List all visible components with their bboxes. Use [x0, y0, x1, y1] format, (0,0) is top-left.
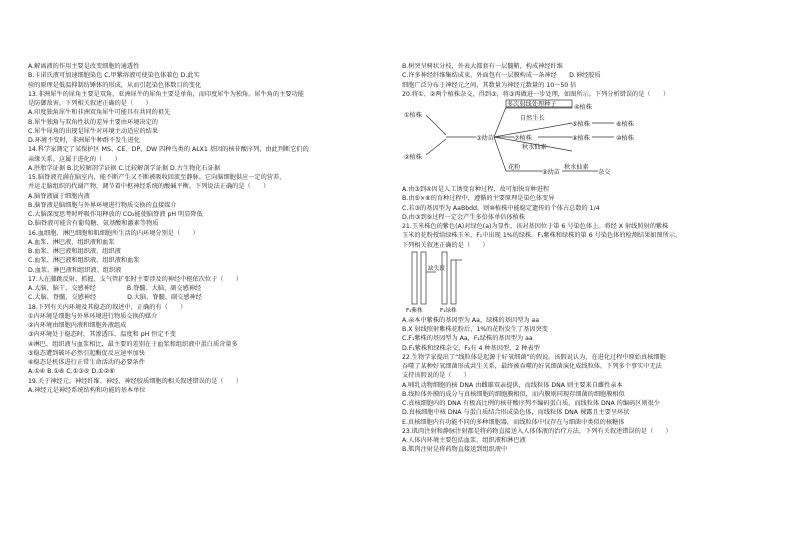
right-column	[402, 62, 774, 455]
text-line: A.胚胎学证据 B.比较解剖学证据 C.比较解剖学证据 D.古生物化石证据	[28, 164, 221, 172]
text-line: 玉米的花粉授给绿株玉米，F₁中出现 1%的绿株。F₁紫株和绿株的第 6 号染色体的检测结果如图所示。	[402, 232, 682, 240]
selfing2-step-label: 杂交	[598, 169, 611, 176]
text-line: 22.生物学家提出了“线粒体是起源于好氧细菌”的假说。该假说认为，在进化过程中原始真核细胞	[402, 353, 666, 361]
f1-purple-label: F₁紫株	[406, 307, 423, 314]
text-line: 13.非洲犀牛的犀角主要是双角，亚洲犀牛的犀角主要是单角，而印度犀牛为独角。犀牛角的主要功能	[28, 90, 304, 98]
text-line: C.F₁紫株的基因型为 Aa，F₁绿株的基因型为 aa	[402, 335, 533, 343]
left-question-block-19	[28, 377, 400, 396]
text-line: B.线粒体外膜的成分与真核细胞的细胞膜相似，而内膜则同现存细菌的细胞膜相似	[402, 390, 625, 398]
text-line: B.X 射线照射紫株花粉后，1%的花粉发生了基因突变	[402, 326, 548, 333]
text-line: D.血浆、淋巴液和组织液、组织液	[28, 266, 122, 274]
text-line: D.由③到⑨过程一定会产生多倍体单倍体植株	[402, 213, 526, 221]
text-line: A.①④ B.①⑥ C.①③⑤ D.①②⑥	[28, 368, 115, 376]
text-line: C.真核细胞内的 DNA 有极高比例的核苷酸序列不编码蛋白质，而线粒体 DNA 的编码区则很少	[402, 400, 660, 407]
text-line: B.犀牛独角与双角性状的差异主要由环境决定的	[28, 118, 158, 126]
text-line: ⑤稳态遭到破坏必然引起酶促反应速率加快	[28, 349, 145, 357]
text-line: C.大脑深度思考时呼吸作用释放的 CO₂能使脑脊液 pH 明显降低	[28, 211, 203, 218]
text-line: ②内环境由细胞内液和细胞外液组成	[28, 322, 127, 329]
selfing-step-label: 自然生长	[520, 115, 545, 122]
text-line: A.亲本中紫株的基因型为 Aa，绿株的基因型为 aa	[402, 316, 540, 324]
text-line: A.血浆、淋巴液、组织液和血浆	[28, 238, 115, 246]
text-line: 21.玉米株色的紫色(A)对绿色(a)为显性，该对基因位于第 6 号染色体上。将经 X 射线照射的紫株	[402, 223, 669, 230]
text-line: B.血浆、淋巴液和组织液、组织液	[28, 248, 121, 255]
plant4-label: ④植株	[574, 104, 592, 111]
text-line: A.脑脊液属于细胞内液	[28, 192, 90, 200]
right-question-block-20	[402, 62, 774, 99]
text-line: B.由⑤×⑥的育种过程中，遵循的主要原理是染色体变异	[402, 195, 555, 203]
chromosome-svg	[402, 250, 774, 316]
right-question-block-22-23	[402, 316, 774, 455]
text-line: 15.脑脊液充满在脑室内，能不断产生又不断被吸收回流至静脉。它向脑细胞供应一定的营养，	[28, 174, 286, 181]
text-line: ④淋巴、组织液与血浆相比，最主要的差别在于血浆和组织液中蛋白质含量多	[28, 340, 238, 348]
text-line: B.肌肉注射是将药物直接送到组织液中	[402, 446, 508, 454]
text-line: 细胞广泛分布于神经元之间，其数量为神经元数量的 10～50 倍	[402, 81, 577, 89]
text-line: 16.血细胞、淋巴细胞和肌细胞所生活的内环境分别是（ ）	[28, 229, 199, 237]
text-line: E.真核细胞内有功能不同的多种细胞器，而线粒体中仅存在与细菌中类似的核糖体	[402, 418, 625, 426]
text-line: A.解离液的作用主要是改变细胞的通透性	[28, 63, 140, 70]
text-line: A.人体内环境主要包括血浆、组织液和淋巴液	[402, 437, 526, 444]
text-line: 下列相关叙述正确的是（ ）	[402, 241, 489, 249]
text-line: D.环境不变时，非洲犀牛种群不发生进化	[28, 137, 140, 144]
text-line: A.由③到④因是人工诱变育种过程，故可加快育种进程	[402, 186, 550, 193]
plant6-label: ⑥植株	[616, 121, 634, 128]
text-line: A.哺乳动物细胞的核 DNA 由雌雄双亲提供，而线粒体 DNA 则主要来自雌性亲本	[402, 381, 623, 389]
plant10-label: ⑩植株	[616, 135, 634, 142]
plant3-label: ③幼苗	[476, 135, 494, 142]
plant1-label: ①植株	[404, 112, 422, 119]
missing-segment-label: 缺失段	[428, 265, 445, 272]
plant5-label: ⑤植株	[572, 121, 590, 128]
text-line: ⑥稳态是机体进行正常生命活动的必要条件	[28, 359, 145, 366]
text-line: 亲缘关系。这属于进化的（ ）	[28, 155, 121, 163]
plant7-label: ⑦植株	[514, 135, 532, 142]
text-line: D.真核细胞中核 DNA 与蛋白质结合形成染色体，而线粒体 DNA 裸露且主要呈环状	[402, 409, 630, 417]
text-line: C.犀牛犀角的出现是犀牛对环境主动适应的结果	[28, 127, 159, 135]
text-line: C.许多神经纤维集结成束，外面包有一层膜构成一条神经 D.神经胶质	[402, 72, 601, 80]
text-line: C.血浆、淋巴液和组织液、组织液和血浆	[28, 257, 140, 265]
text-line: 23.肌肉注射和静脉注射都是将药物直接送入人体体液的治疗方法，下列有关叙述错误的是（ ）	[402, 427, 672, 435]
plant9-label: ⑨幼苗	[542, 169, 560, 176]
text-line: ③内环境处于稳态时，其渗透压、温度和 pH 恒定不变	[28, 331, 176, 339]
breeding-flow-diagram	[402, 99, 774, 185]
text-line: 17.人在膝跳反射、抓握、支气管扩张时主要涉及的神经中枢依次位于（ ）	[28, 275, 243, 283]
text-line: C.大脑、脊髓、交感神经 D.大脑、脊髓、副交感神经	[28, 294, 202, 302]
text-line: D.脑脊液可能含有葡萄糖、氨基酸和激素等物质	[28, 220, 159, 228]
text-line: B.卡诺氏液可加速细胞染色 C.甲紫溶液可使染色体着色 D.此实	[28, 72, 200, 80]
text-line: 并运走脑组织的代谢产物，调节着中枢神经系统的酸碱平衡。下列说法正确的是（ ）	[28, 183, 270, 191]
text-line: 20.将①、②两个植株杂交，得到③，将③再做进一步处理，如图所示。下列分析错误的是（ ）	[402, 90, 670, 98]
text-line: B.树突呈树状分枝，外表大都套有一层髓鞘，构成神经纤维	[402, 63, 563, 70]
plant2-label: ②植株	[404, 154, 422, 161]
text-line: C.若③的基因型为 AaBbdd，则⑩植株中能稳定遗传的个体占总数的 1/4	[402, 204, 600, 212]
right-question-block-21	[402, 185, 774, 250]
left-column	[28, 62, 400, 395]
colchicine-step-label: 秋水仙素	[522, 144, 547, 151]
text-line: ①内环境是细胞与外界环境进行物质交换的媒介	[28, 312, 158, 320]
text-line: 18.下列有关内环境及其稳态的叙述中，正确的有（ ）	[28, 303, 187, 311]
chromosome-figure	[402, 250, 774, 316]
text-line: B.脑脊液是脑细胞与外界环境进行物质交换的直接媒介	[28, 201, 177, 209]
text-line: 是防御敌害。下列相关叙述正确的是（ ）	[28, 100, 152, 107]
text-line: 19.关于神经元、神经纤维、神经、神经胶质细胞的相关叙述错误的是（ ）	[28, 377, 243, 385]
anther-step-label: 花粉	[508, 164, 521, 171]
text-line: D.F₁紫株和绿株杂交，F₂有 4 种基因型，2 种表型	[402, 344, 540, 352]
text-line: 支持该假说的是（ ）	[402, 372, 471, 380]
colchicine2-step-label: 秋水仙素	[564, 164, 589, 171]
text-line: 验的原理是低温抑制纺锤体的形成，从而引起染色体数目的变化	[28, 81, 202, 89]
text-line: 14.科学家测定了某保护区 MS、CE、DP、DW 四种鸟类的 ALX1 基因的核苷酸序列，由此判断它们的	[28, 146, 309, 154]
left-question-block	[28, 62, 400, 377]
f1-green-label: F₁绿株	[440, 307, 457, 314]
radiation-step-label: 多次射线处理种子	[507, 101, 557, 108]
text-line: A.大脑、脑干、交感神经 B.脊髓、大脑、副交感神经	[28, 285, 202, 292]
text-line: A.神经元是神经系统结构和功能的基本单位	[28, 386, 146, 394]
text-line: A.印度独角犀牛和非洲双角犀牛可能具有共同的祖先	[28, 109, 171, 117]
plant8-label: ⑧植株	[572, 135, 590, 142]
breeding-flow-svg	[402, 99, 774, 185]
text-line: 吞噬了某种好氧细菌形成共生关系，最终被吞噬的好氧细菌演化成线粒体。下列多个事实中无法	[402, 363, 662, 370]
